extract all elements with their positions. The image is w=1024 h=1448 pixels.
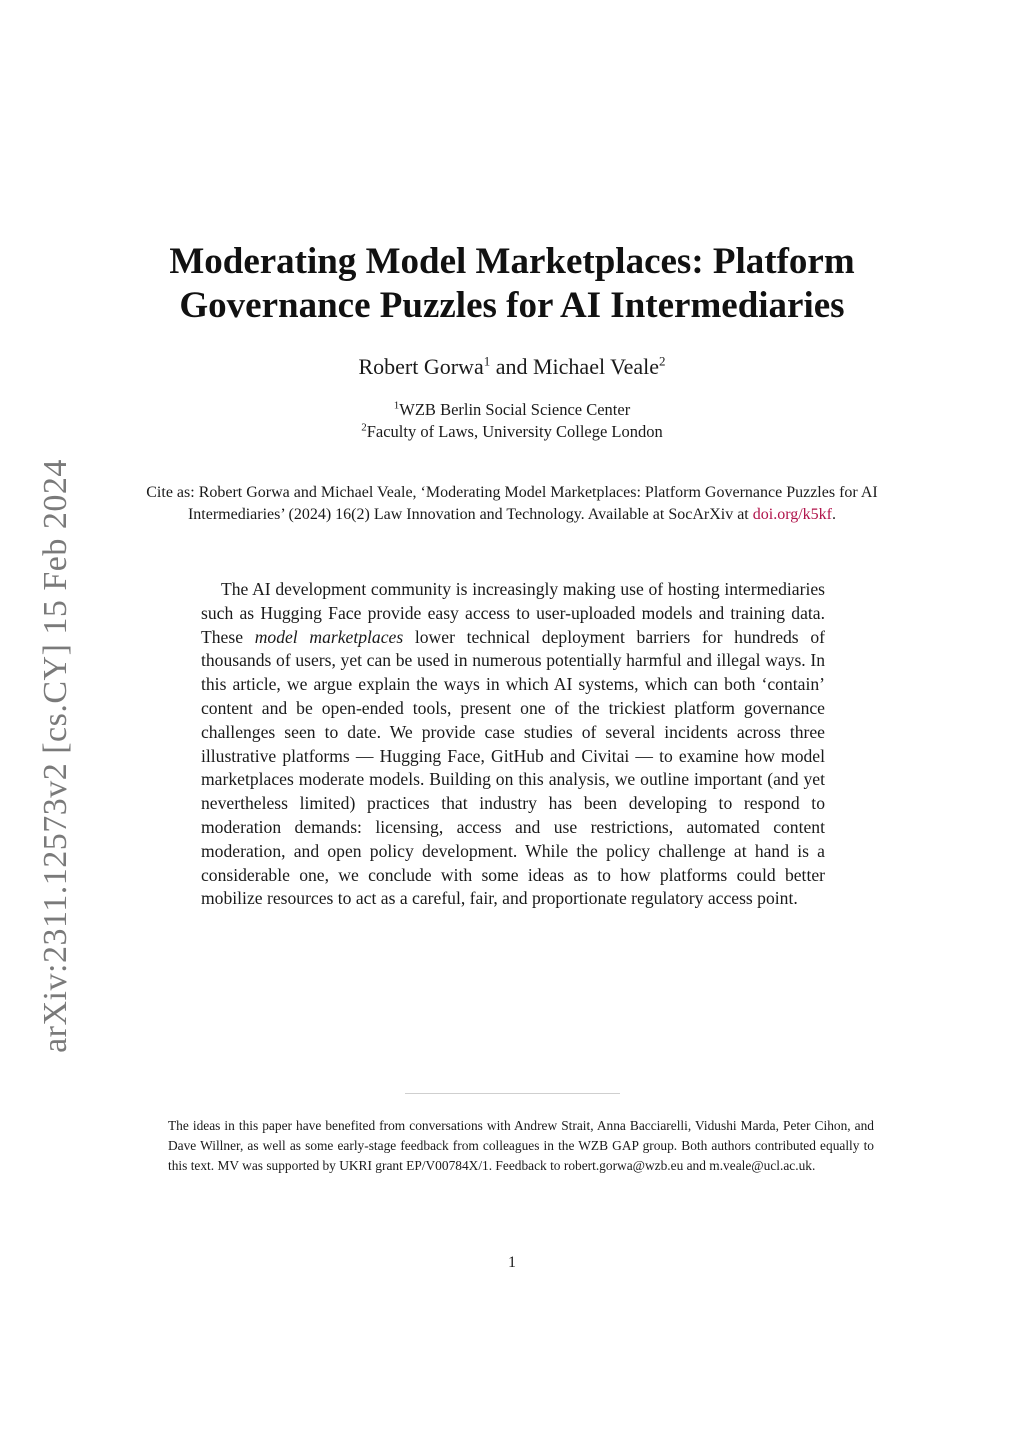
abstract-emphasis: model marketplaces bbox=[254, 626, 404, 647]
citation-doi-link[interactable]: doi.org/k5kf bbox=[752, 506, 833, 523]
paper-title-line-2: Governance Puzzles for AI Intermediaries bbox=[179, 285, 845, 326]
author-list bbox=[112, 352, 912, 382]
affiliation-name: Faculty of Laws, University College London bbox=[366, 422, 663, 441]
affiliation-list bbox=[112, 399, 912, 443]
author-conjunction: and bbox=[490, 354, 533, 379]
affiliation-mark: 1 bbox=[393, 399, 400, 412]
abstract bbox=[201, 578, 825, 911]
abstract-text-part-2: lower technical deployment barriers for hundreds of thousands of users, yet can be used in numerous potentially harmful and illegal ways. In this article, we argue explain the ways in which AI systems, which can both ‘contain’ content and be open-ended tools, present one of the trickiest platform governance challenges seen to date. We provide case studies of several incidents across three illustrative platforms — Hugging Face, GitHub and Civitai — to examine how model marketplaces moderate models. Building on this analysis, we outline important (and yet nevertheless limited) practices that industry has been developing to respond to moderation demands: licensing, access and use restrictions, automated content moderation, and open policy development. While the policy challenge at hand is a considerable one, we conclude with some ideas as to how platforms could better mobilize resources to act as a careful, fair, and proportionate regulatory access point. bbox=[201, 626, 825, 909]
paper-title-line-1: Moderating Model Marketplaces: Platform bbox=[169, 241, 855, 282]
footnote-divider bbox=[405, 1093, 620, 1094]
acknowledgements-footnote: The ideas in this paper have benefited from conversations with Andrew Strait, Anna Bacciarelli, Vidushi Marda, Peter Cihon, and Dave Willner, as well as some early-stage feedback from colleagues in the WZB GAP group. Both authors contributed equally to this text. MV was supported by UKRI grant EP/V00784X/1. Feedback to robert.gorwa@wzb.eu and m.veale@ucl.ac.uk. bbox=[168, 1118, 874, 1173]
affiliation-mark: 2 bbox=[361, 421, 367, 434]
author-name: Michael Veale bbox=[532, 354, 660, 379]
paper-title bbox=[112, 240, 912, 328]
affiliation-line bbox=[112, 421, 912, 443]
author-affiliation-mark: 2 bbox=[659, 353, 666, 369]
arxiv-identifier-stamp: arXiv:2311.12573v2 [cs.CY] 15 Feb 2024 bbox=[37, 459, 74, 1053]
affiliation-line bbox=[112, 399, 912, 421]
citation-text: Cite as: Robert Gorwa and Michael Veale, ‘Moderating Model Marketplaces: Platform Governance Puzzles for AI Intermediaries’ (2024) 16(2) Law Innovation and Technology. Available at SocArXiv at bbox=[146, 484, 878, 523]
author-affiliation-mark: 1 bbox=[483, 353, 491, 369]
abstract-text-part-1: The AI development community is increasingly making use of hosting intermediaries such as Hugging Face provide easy access to user-uploaded models and training data. These bbox=[201, 579, 825, 647]
affiliation-name: WZB Berlin Social Science Center bbox=[399, 400, 631, 419]
page-number: 1 bbox=[508, 1254, 516, 1271]
author-name: Robert Gorwa bbox=[358, 354, 484, 379]
citation-tail: . bbox=[832, 506, 837, 523]
citation-notice bbox=[140, 482, 884, 526]
